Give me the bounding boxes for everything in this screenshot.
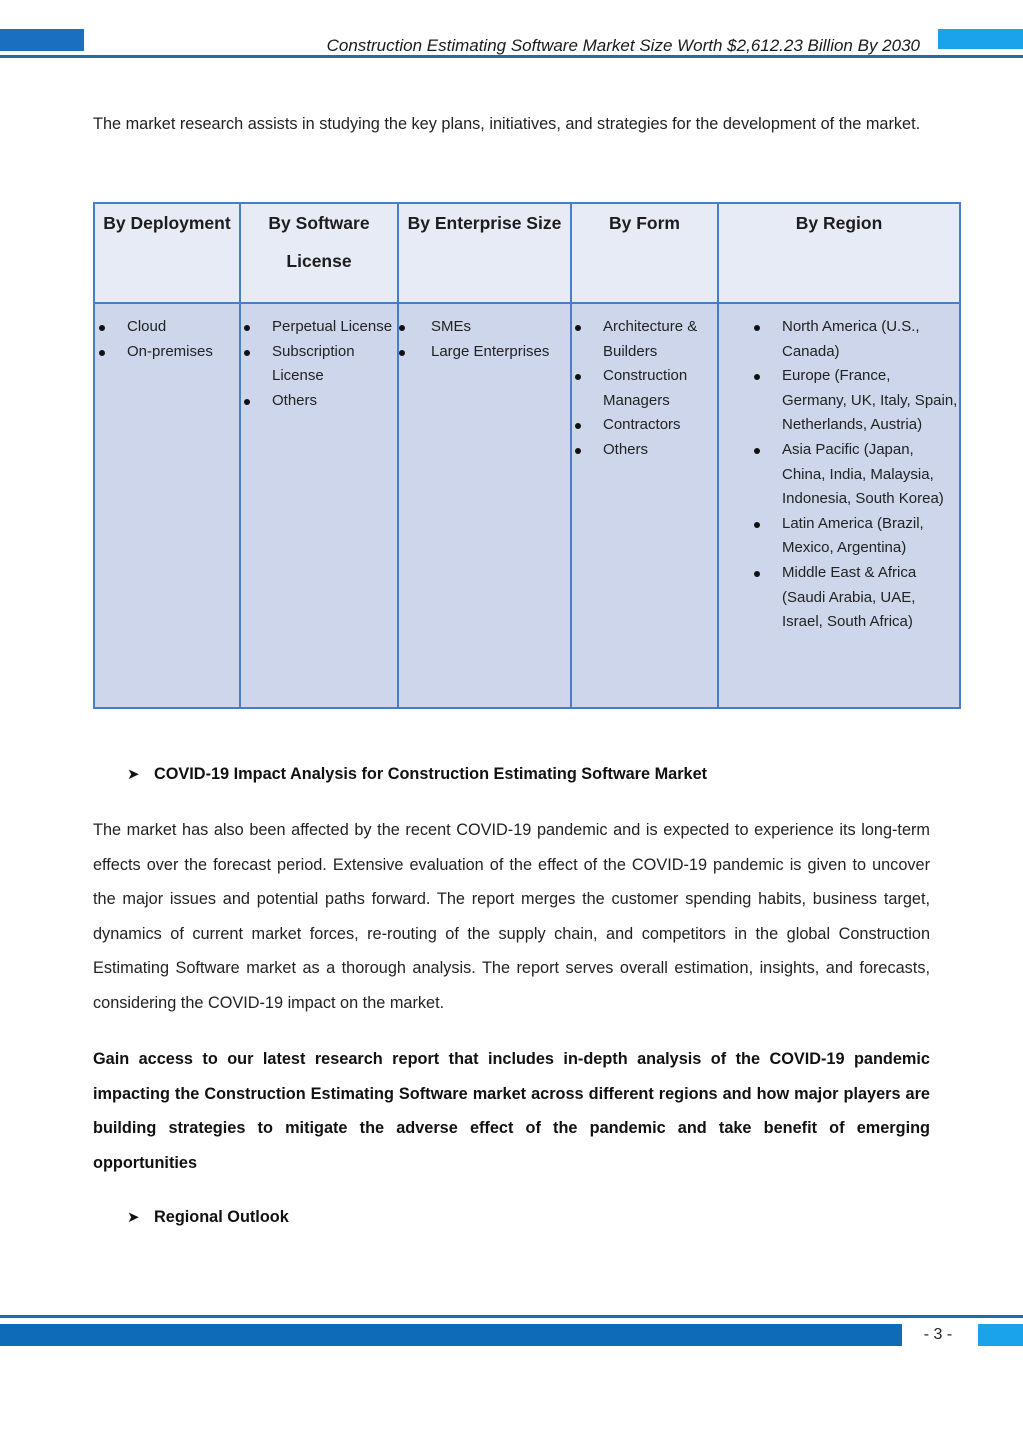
segmentation-table [93,202,961,709]
header-by-form: By Form [571,203,718,303]
intro-paragraph: The market research assists in studying the key plans, initiatives, and strategies for the development of the market. [93,115,921,133]
list-item: Europe (France, Germany, UK, Italy, Spain, Netherlands, Austria) [719,364,959,438]
cta-paragraph: Gain access to our latest research report that includes in-depth analysis of the COVID-19 pandemic impacting the Construction Estimating Software market across different regions and how major players are building strategies to mitigate the adverse effect of the pandemic and take benefit of emerging opportunities [93,1050,930,1172]
list-item: Perpetual License [241,315,397,340]
header-by-region: By Region [718,203,960,303]
header-accent-right [938,29,1023,49]
list-item: Middle East & Africa (Saudi Arabia, UAE, Israel, South Africa) [719,561,959,635]
covid-paragraph: The market has also been affected by the recent COVID-19 pandemic and is expected to experience its long-term effects over the forecast period. Extensive evaluation of the effect of the COVID-19 pandemic is given to uncover the major issues and potential paths forward. The report merges the customer spending habits, business target, dynamics of current market forces, re-routing of the supply chain, and competitors in the global Construction Estimating Software market as a thorough analysis. The report serves overall estimation, insights, and forecasts, considering the COVID-19 impact on the market. [93,821,930,1012]
list-item: Cloud [95,315,239,340]
arrow-bullet-icon: ➤ [127,766,140,783]
header-rule [0,55,1023,58]
list-item: Construction Managers [572,364,717,413]
form-cell [571,303,718,708]
deployment-cell [94,303,240,708]
header-by-enterprise-size: By Enterprise Size [398,203,571,303]
enterprise-size-cell [398,303,571,708]
list-item: Architecture & Builders [572,315,717,364]
section-heading-covid [127,765,707,784]
footer-rule [0,1315,1023,1318]
section-heading-covid-text: COVID-19 Impact Analysis for Construction Estimating Software Market [154,765,708,783]
page-number: - 3 - [923,1326,953,1343]
list-item: Asia Pacific (Japan, China, India, Malaysia, Indonesia, South Korea) [719,438,959,512]
header-by-deployment: By Deployment [94,203,240,303]
list-item: North America (U.S., Canada) [719,315,959,364]
header-title: Construction Estimating Software Market Size Worth $2,612.23 Billion By 2030 [326,36,920,55]
software-license-cell [240,303,398,708]
list-item: On-premises [95,340,239,365]
footer-bar [0,1324,902,1346]
list-item: Others [572,438,717,463]
section-heading-regional [127,1208,289,1227]
arrow-bullet-icon: ➤ [127,1209,140,1226]
list-item: Others [241,389,397,414]
list-item: Subscription License [241,340,397,389]
footer-accent-right [978,1324,1023,1346]
list-item: Large Enterprises [399,340,570,365]
table-body-row [94,303,960,708]
section-heading-regional-text: Regional Outlook [154,1208,289,1226]
header-by-software-license: By Software License [240,203,398,303]
list-item: Latin America (Brazil, Mexico, Argentina) [719,512,959,561]
list-item: SMEs [399,315,570,340]
list-item: Contractors [572,413,717,438]
table-header-row [94,203,960,303]
region-cell [718,303,960,708]
